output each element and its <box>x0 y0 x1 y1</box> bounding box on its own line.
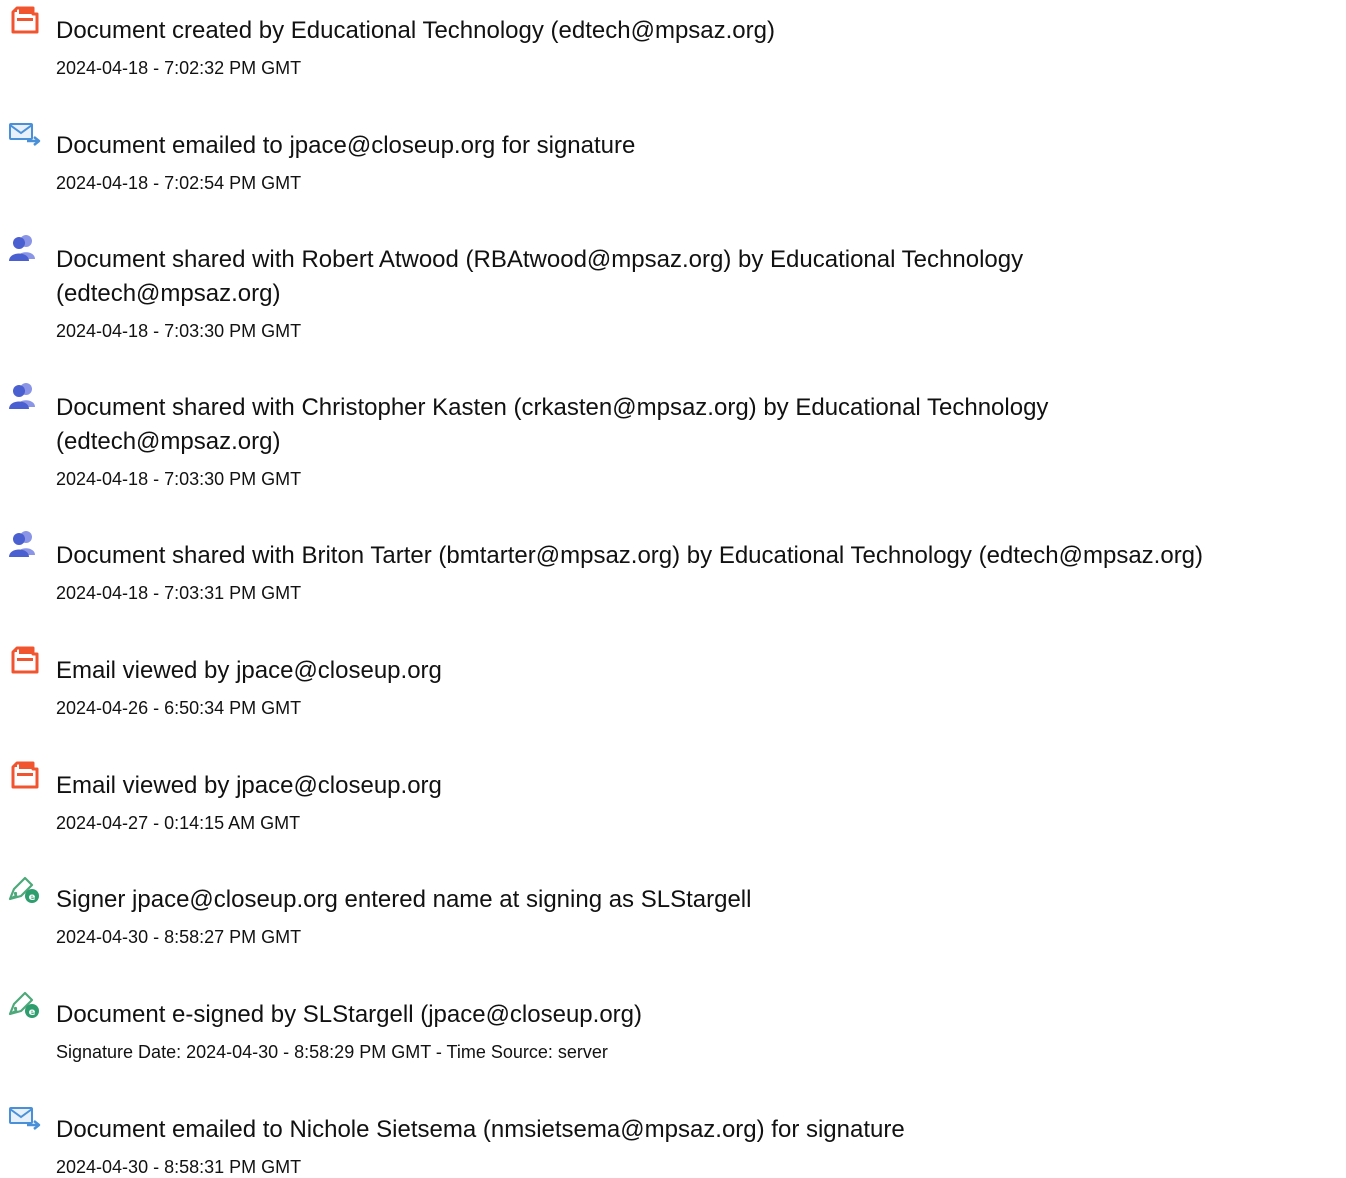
event-description: Document created by Educational Technology (edtech@mpsaz.org) <box>56 17 775 44</box>
event-description: Email viewed by jpace@closeup.org <box>56 657 442 684</box>
event-description: Document shared with Briton Tarter (bmtarter@mpsaz.org) by Educational Technology (edtech@mpsaz.org) <box>56 542 1204 569</box>
event-timestamp: 2024-04-30 - 8:58:27 PM GMT <box>56 927 302 947</box>
event-timestamp: 2024-04-18 - 7:03:31 PM GMT <box>56 583 302 603</box>
email-sent-icon <box>7 119 41 149</box>
event-timestamp: Signature Date: 2024-04-30 - 8:58:29 PM GMT - Time Source: server <box>56 1042 608 1062</box>
document-created-icon <box>7 4 41 34</box>
shared-users-icon <box>7 529 41 559</box>
event-timestamp: 2024-04-30 - 8:58:31 PM GMT <box>56 1157 302 1177</box>
e-sign-pen-icon <box>7 988 41 1018</box>
event-timestamp: 2024-04-18 - 7:02:32 PM GMT <box>56 58 302 78</box>
event-description: Document emailed to jpace@closeup.org for signature <box>56 132 636 159</box>
event-timestamp: 2024-04-26 - 6:50:34 PM GMT <box>56 698 302 718</box>
event-description: Document shared with Christopher Kasten (crkasten@mpsaz.org) by Educational Technology (edtech@mpsaz.org) <box>56 394 1049 455</box>
event-description: Email viewed by jpace@closeup.org <box>56 772 442 799</box>
email-sent-icon <box>7 1103 41 1133</box>
shared-users-icon <box>7 381 41 411</box>
event-description: Signer jpace@closeup.org entered name at signing as SLStargell <box>56 886 752 913</box>
shared-users-icon <box>7 233 41 263</box>
event-description: Document shared with Robert Atwood (RBAtwood@mpsaz.org) by Educational Technology (edtech@mpsaz.org) <box>56 246 1024 307</box>
event-description: Document e-signed by SLStargell (jpace@closeup.org) <box>56 1001 642 1028</box>
event-timestamp: 2024-04-18 - 7:03:30 PM GMT <box>56 469 302 489</box>
event-timestamp: 2024-04-18 - 7:02:54 PM GMT <box>56 173 302 193</box>
event-timestamp: 2024-04-18 - 7:03:30 PM GMT <box>56 321 302 341</box>
document-viewed-icon <box>7 644 41 674</box>
e-sign-pen-icon <box>7 873 41 903</box>
event-description: Document emailed to Nichole Sietsema (nmsietsema@mpsaz.org) for signature <box>56 1116 905 1143</box>
document-viewed-icon <box>7 759 41 789</box>
event-timestamp: 2024-04-27 - 0:14:15 AM GMT <box>56 813 301 833</box>
